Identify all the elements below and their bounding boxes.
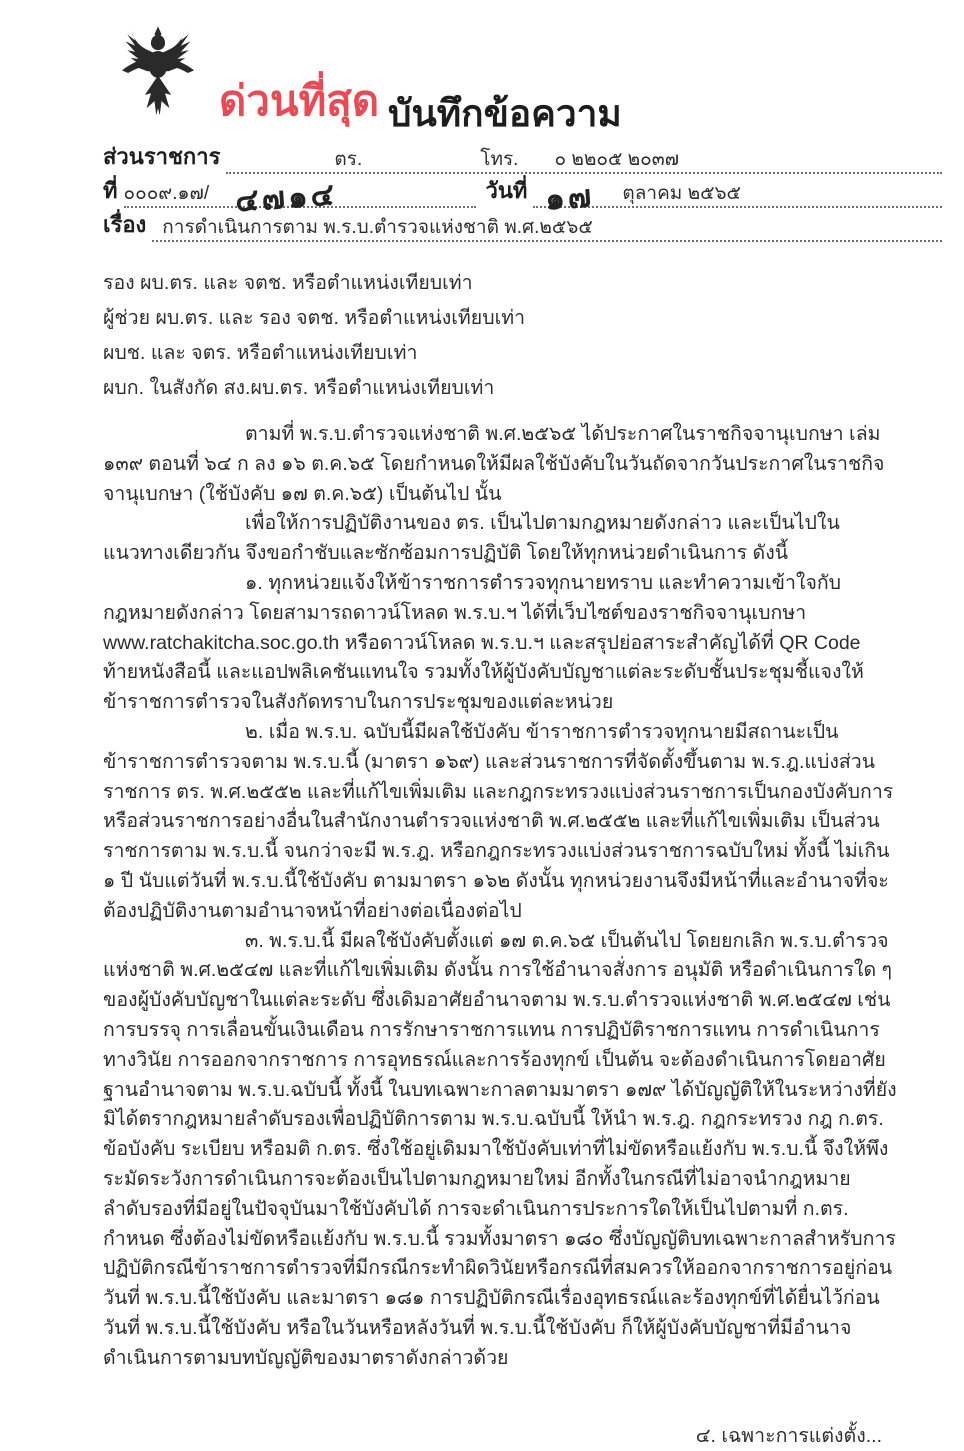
number-handwritten: ๔๗๑๔ — [234, 176, 339, 219]
recipient-list — [103, 266, 904, 406]
memo-body — [103, 420, 897, 1374]
tel-value: ๐ ๒๒๐๕ ๒๐๓๗ — [554, 149, 680, 170]
agency-label: ส่วนราชการ — [103, 144, 221, 169]
paragraph-item-3: ๓. พ.ร.บ.นี้ มีผลใช้บังคับตั้งแต่ ๑๗ ต.ค.๖๕ เป็นต้นไป โดยยกเลิก พ.ร.บ.ตำรวจแห่งชาติ พ.ศ.๒๕๔๗ และที่แก้ไขเพิ่มเติม ดังนั้น การใช้อำนาจสั่งการ อนุมัติ หรือดำเนินการใด ๆ ของผู้บังคับบัญชาในแต่ละระดับ ซึ่งเดิมอาศัยอำนาจตาม พ.ร.บ.ตำรวจแห่งชาติ พ.ศ.๒๕๔๗ เช่น การบรรจุ การเลื่อนขั้นเงินเดือน การรักษาราชการแทน การปฏิบัติราชการแทน การดำเนินการทางวินัย การออกจากราชการ การอุทธรณ์และการร้องทุกข์ เป็นต้น จะต้องดำเนินการโดยอาศัยฐานอำนาจตาม พ.ร.บ.ฉบับนี้ ทั้งนี้ ในบทเฉพาะกาลตามมาตรา ๑๗๙ ได้บัญญัติให้ในระหว่างที่ยังมิได้ตรากฎหมายลำดับรองเพื่อปฏิบัติการตาม พ.ร.บ.ฉบับนี้ ให้นำ พ.ร.ฎ. กฎกระทรวง กฎ ก.ตร. ข้อบังคับ ระเบียบ หรือมติ ก.ตร. ซึ่งใช้อยู่เดิมมาใช้บังคับเท่าที่ไม่ขัดหรือแย้งกับ พ.ร.บ.นี้ จึงให้พึงระมัดระวังการดำเนินการจะต้องเป็นไปตามกฎหมายใหม่ อีกทั้งในกรณีที่ไม่อาจนำกฎหมายลำดับรองที่มีอยู่ในปัจจุบันมาใช้บังคับได้ การจะดำเนินการประการใดให้เป็นไปตามที่ ก.ตร. กำหนด ซึ่งต้องไม่ขัดหรือแย้งกับ พ.ร.บ.นี้ รวมทั้งมาตรา ๑๘๐ ซึ่งบัญญัติบทเฉพาะกาลสำหรับการปฏิบัติกรณีข้าราชการตำรวจที่มีกรณีกระทำผิดวินัยหรือกรณีที่สมควรให้ออกจากราชการอยู่ก่อนวันที่ พ.ร.บ.นี้ใช้บังคับ และมาตรา ๑๘๑ การปฏิบัติกรณีเรื่องอุทธรณ์และร้องทุกข์ที่ได้ยื่นไว้ก่อนวันที่ พ.ร.บ.นี้ใช้บังคับ หรือในวันหรือหลังวันที่ พ.ร.บ.นี้ใช้บังคับ ก็ให้ผู้บังคับบัญชาที่มีอำนาจดำเนินการตามบทบัญญัติของมาตราดังกล่าวด้วย — [103, 929, 897, 1369]
subject-label: เรื่อง — [103, 212, 147, 237]
date-line — [533, 172, 942, 217]
recipient-line: รอง ผบ.ตร. และ จตช. หรือตำแหน่งเทียบเท่า — [103, 272, 473, 294]
paragraph-item-1: ๑. ทุกหน่วยแจ้งให้ข้าราชการตำรวจทุกนายทราบ และทำความเข้าใจกับกฎหมายดังกล่าว โดยสามารถดาวน์โหลด พ.ร.บ.ฯ ได้ที่เว็บไซต์ของราชกิจจานุเบกษา www.ratchakitcha.soc.go.th หรือดาวน์โหลด พ.ร.บ.ฯ และสรุปย่อสาระสำคัญได้ที่ QR Code ท้ายหนังสือนี้ และแอปพลิเคชันแทนใจ รวมทั้งให้ผู้บังคับบัญชาแต่ละระดับชั้นประชุมชี้แจงให้ข้าราชการตำรวจในสังกัดทราบในการประชุมของแต่ละหน่วย — [103, 571, 864, 714]
date-label: วันที่ — [485, 178, 528, 203]
continuation-marker: ๔. เฉพาะการแต่งตั้ง... — [695, 1424, 882, 1447]
tel-label: โทร. — [480, 149, 519, 170]
paragraph-item-2: ๒. เมื่อ พ.ร.บ. ฉบับนี้มีผลใช้บังคับ ข้าราชการตำรวจทุกนายมีสถานะเป็นข้าราชการตำรวจตาม พ.ร.บ.นี้ (มาตรา ๑๖๙) และส่วนราชการที่จัดตั้งขึ้นตาม พ.ร.ฎ.แบ่งส่วนราชการ ตร. พ.ศ.๒๕๕๒ และที่แก้ไขเพิ่มเติม และกฎกระทรวงแบ่งส่วนราชการเป็นกองบังคับการหรือส่วนราชการอย่างอื่นในสำนักงานตำรวจแห่งชาติ พ.ศ.๒๕๕๒ และที่แก้ไขเพิ่มเติม เป็นส่วนราชการตาม พ.ร.บ.นี้ จนกว่าจะมี พ.ร.ฎ. หรือกฎกระทรวงแบ่งส่วนราชการฉบับใหม่ ทั้งนี้ ไม่เกิน ๑ ปี นับแต่วันที่ พ.ร.บ.นี้ใช้บังคับ ตามมาตรา ๑๖๒ ดังนั้น ทุกหน่วยงานจึงมีหน้าที่และอำนาจที่จะต้องปฏิบัติงานตามอำนาจหน้าที่อย่างต่อเนื่องต่อไป — [103, 720, 894, 922]
urgency-stamp: ด่วนที่สุด — [219, 77, 380, 124]
number-value: ๐๐๐๙.๑๗/ — [123, 183, 210, 204]
paragraph-intro: ตามที่ พ.ร.บ.ตำรวจแห่งชาติ พ.ศ.๒๕๖๕ ได้ประกาศในราชกิจจานุเบกษา เล่ม ๑๓๙ ตอนที่ ๖๔ ก ลง ๑๖ ต.ค.๖๕ โดยกำหนดให้มีผลใช้บังคับในวันถัดจากวันประกาศในราชกิจจานุเบกษา (ใช้บังคับ ๑๗ ต.ค.๖๕) เป็นต้นไป นั้น — [103, 423, 885, 505]
number-line — [123, 172, 476, 219]
agency-line — [226, 138, 942, 174]
agency-row — [103, 140, 942, 174]
date-value: ตุลาคม ๒๕๖๕ — [622, 183, 741, 204]
date-handwritten: ๑๗ — [544, 178, 596, 217]
memo-header — [0, 0, 964, 140]
agency-value: ตร. — [334, 149, 363, 170]
memo-form-title: บันทึกข้อความ — [388, 93, 622, 134]
subject-value: การดำเนินการตาม พ.ร.บ.ตำรวจแห่งชาติ พ.ศ.๒๕๖๕ — [162, 217, 593, 238]
recipient-line: ผบช. และ จตร. หรือตำแหน่งเทียบเท่า — [103, 342, 418, 364]
paragraph-purpose: เพื่อให้การปฏิบัติงานของ ตร. เป็นไปตามกฎหมายดังกล่าว และเป็นไปในแนวทางเดียวกัน จึงขอกำชับและซักซ้อมการปฏิบัติ โดยให้ทุกหน่วยดำเนินการ ดังนี้ — [103, 512, 840, 565]
memo-form-fields — [0, 140, 964, 242]
garuda-emblem-svg — [114, 26, 202, 120]
number-label: ที่ — [103, 178, 118, 203]
recipient-line: ผู้ช่วย ผบ.ตร. และ รอง จตช. หรือตำแหน่งเทียบเท่า — [103, 307, 526, 329]
subject-row — [103, 208, 942, 242]
garuda-emblem-icon — [114, 26, 202, 120]
recipient-line: ผบก. ในสังกัด สง.ผบ.ตร. หรือตำแหน่งเทียบเท่า — [103, 377, 495, 399]
number-date-row — [103, 174, 942, 219]
